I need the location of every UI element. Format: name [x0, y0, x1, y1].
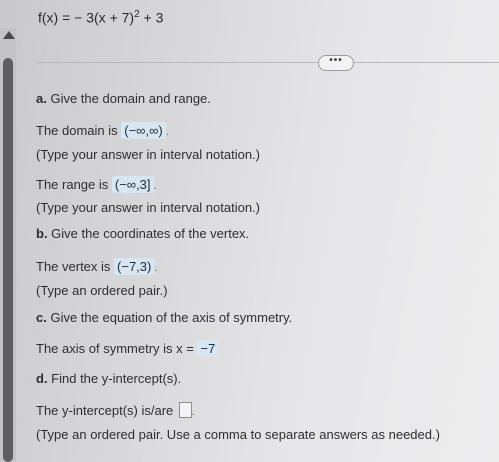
vertex-prefix: The vertex is: [36, 259, 115, 274]
part-a-question: [36, 91, 211, 106]
part-c-question: [36, 310, 292, 325]
part-d-letter: d.: [36, 371, 48, 386]
function-equation: [38, 9, 163, 26]
range-prefix: The range is: [36, 177, 112, 192]
vertex-end-dot: .: [154, 262, 158, 274]
part-a-letter: a.: [36, 91, 47, 106]
intercept-hint: (Type an ordered pair. Use a comma to separate answers as needed.): [36, 427, 440, 442]
scrollbar-thumb[interactable]: [3, 58, 13, 462]
domain-prefix: The domain is: [36, 123, 122, 138]
more-options-button[interactable]: •••: [318, 55, 354, 71]
intercept-prefix: The y-intercept(s) is/are: [36, 403, 177, 418]
range-answer-field[interactable]: (−∞,3]: [112, 176, 154, 193]
part-a-text: Give the domain and range.: [46, 91, 211, 106]
domain-end-dot: .: [165, 126, 169, 138]
intercept-statement: [36, 402, 195, 418]
section-divider: [36, 62, 499, 63]
scroll-up-arrow-icon[interactable]: [3, 31, 15, 39]
range-end-dot: .: [153, 180, 157, 192]
range-statement: [36, 176, 157, 193]
part-b-letter: b.: [36, 226, 48, 241]
intercept-end-dot: .: [191, 406, 195, 418]
function-lhs: f(x) = − 3(x + 7): [38, 9, 135, 26]
part-d-text: Find the y-intercept(s).: [47, 371, 182, 386]
part-b-text: Give the coordinates of the vertex.: [47, 226, 250, 241]
function-rhs: + 3: [139, 9, 164, 26]
vertex-statement: [36, 258, 157, 275]
vertex-answer-field[interactable]: (−7,3): [114, 258, 154, 275]
part-b-question: [36, 226, 249, 241]
axis-statement: [36, 340, 218, 357]
intercept-answer-field[interactable]: [179, 402, 192, 418]
domain-answer-field[interactable]: (−∞,∞): [121, 122, 165, 139]
axis-answer-field[interactable]: −7: [197, 340, 218, 357]
vertex-hint: (Type an ordered pair.): [36, 283, 168, 298]
axis-prefix: The axis of symmetry is x =: [36, 341, 198, 356]
part-d-question: [36, 371, 181, 386]
part-c-text: Give the equation of the axis of symmetry.: [46, 310, 293, 325]
range-hint: (Type your answer in interval notation.): [36, 200, 260, 215]
part-c-letter: c.: [36, 310, 47, 325]
function-exponent: 2: [134, 9, 140, 20]
domain-hint: (Type your answer in interval notation.): [36, 147, 260, 162]
domain-statement: [36, 122, 169, 139]
